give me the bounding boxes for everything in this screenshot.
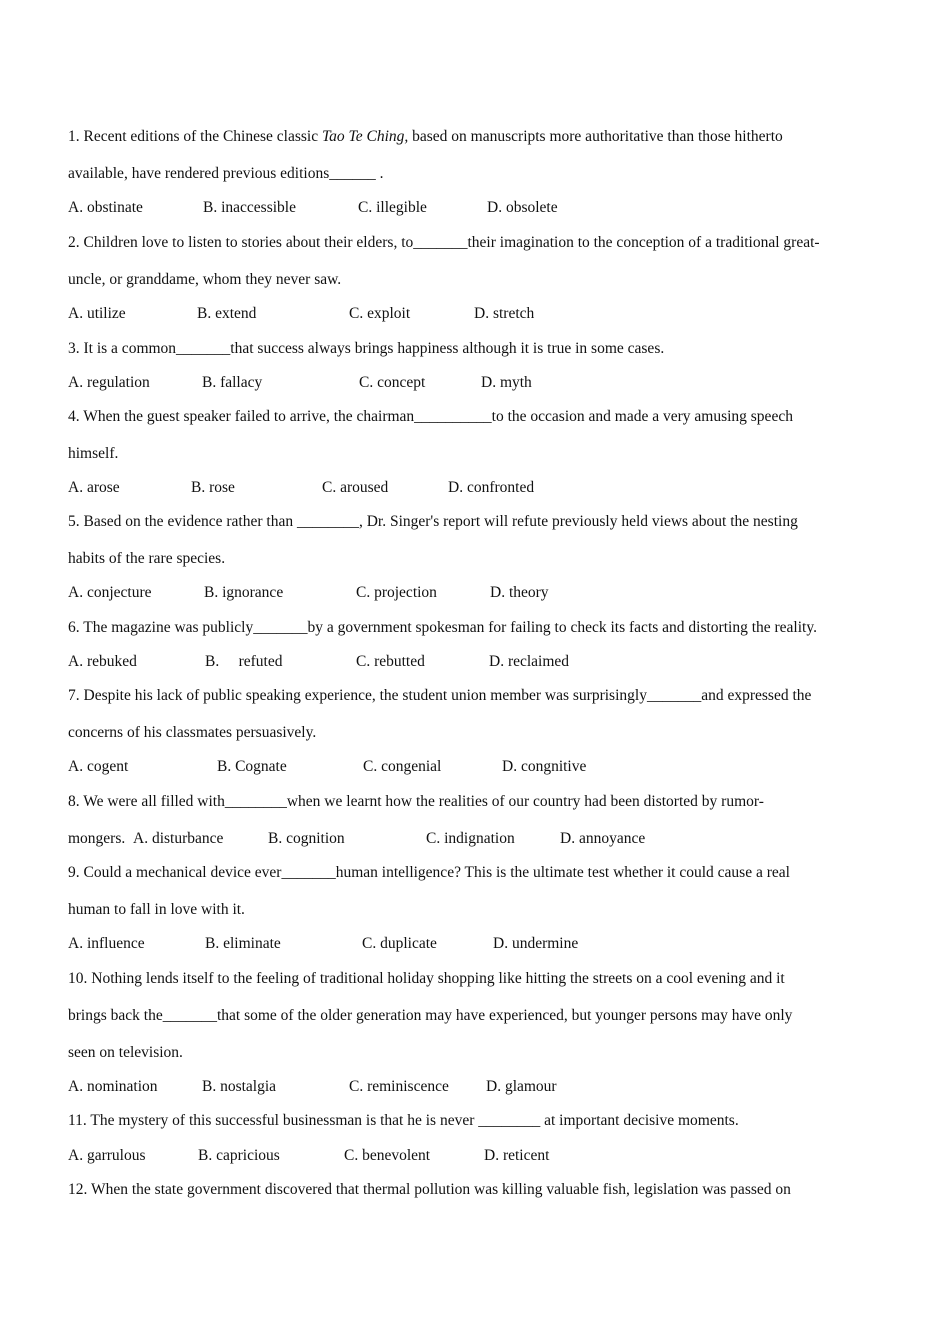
option-a: A. nomination bbox=[68, 1078, 158, 1095]
question-1-line-1 bbox=[68, 127, 888, 147]
option-b: B. ignorance bbox=[204, 584, 284, 601]
option-a: A. regulation bbox=[68, 374, 150, 391]
question-10-line-1: 10. Nothing lends itself to the feeling of traditional holiday shopping like hitting the streets on a cool evening and it bbox=[68, 970, 785, 987]
question-4-line-1: 4. When the guest speaker failed to arrive, the chairman__________to the occasion and made a very amusing speech bbox=[68, 408, 793, 425]
option-a: A. utilize bbox=[68, 305, 126, 322]
option-b: B. capricious bbox=[198, 1147, 280, 1164]
option-b: B. inaccessible bbox=[203, 199, 296, 216]
option-a: A. garrulous bbox=[68, 1147, 146, 1164]
question-8-line-2: mongers. bbox=[68, 830, 126, 847]
question-3-line-1: 3. It is a common_______that success always brings happiness although it is true in some cases. bbox=[68, 340, 665, 357]
question-5-line-2: habits of the rare species. bbox=[68, 550, 226, 567]
option-a: A. disturbance bbox=[133, 830, 224, 847]
option-b: B. extend bbox=[197, 305, 257, 322]
option-b: B. Cognate bbox=[217, 758, 287, 775]
option-c: C. aroused bbox=[322, 479, 389, 496]
question-9-line-1: 9. Could a mechanical device ever_______human intelligence? This is the ultimate test whether it could cause a real bbox=[68, 864, 790, 881]
option-d: D. theory bbox=[490, 584, 549, 601]
option-d: D. stretch bbox=[474, 305, 535, 322]
option-a: A. influence bbox=[68, 935, 145, 952]
question-1-line-2: available, have rendered previous editions______ . bbox=[68, 165, 384, 182]
question-7-line-1: 7. Despite his lack of public speaking experience, the student union member was surprisingly_______and expressed the bbox=[68, 687, 812, 704]
question-10-line-2: brings back the_______that some of the older generation may have experienced, but younger persons may have only bbox=[68, 1007, 793, 1024]
question-12-line-1: 12. When the state government discovered that thermal pollution was killing valuable fish, legislation was passed on bbox=[68, 1181, 791, 1198]
option-b: B. cognition bbox=[268, 830, 345, 847]
option-c: C. rebutted bbox=[356, 653, 425, 670]
question-4-line-2: himself. bbox=[68, 445, 119, 462]
option-b: B. nostalgia bbox=[202, 1078, 277, 1095]
option-c: C. projection bbox=[356, 584, 437, 601]
question-8-line-1: 8. We were all filled with________when we learnt how the realities of our country had been distorted by rumor- bbox=[68, 793, 764, 810]
question-9-line-2: human to fall in love with it. bbox=[68, 901, 245, 918]
question-text: based on manuscripts more authoritative than those hitherto bbox=[408, 128, 783, 145]
option-b: B. eliminate bbox=[205, 935, 281, 952]
question-5-line-1: 5. Based on the evidence rather than ________, Dr. Singer's report will refute previously held views about the nesting bbox=[68, 513, 798, 530]
question-text: 1. Recent editions of the Chinese classic bbox=[68, 128, 322, 145]
option-c: C. illegible bbox=[358, 199, 427, 216]
option-d: D. undermine bbox=[493, 935, 579, 952]
option-c: C. duplicate bbox=[362, 935, 437, 952]
option-c: C. exploit bbox=[349, 305, 411, 322]
option-a: A. rebuked bbox=[68, 653, 137, 670]
option-c: C. indignation bbox=[426, 830, 515, 847]
option-d: D. myth bbox=[481, 374, 532, 391]
option-d: D. reclaimed bbox=[489, 653, 570, 670]
question-10-line-3: seen on television. bbox=[68, 1044, 183, 1061]
option-a: A. cogent bbox=[68, 758, 129, 775]
question-11-line-1: 11. The mystery of this successful businessman is that he is never ________ at important decisive moments. bbox=[68, 1112, 739, 1129]
option-d: D. congnitive bbox=[502, 758, 587, 775]
question-7-line-2: concerns of his classmates persuasively. bbox=[68, 724, 317, 741]
option-d: D. annoyance bbox=[560, 830, 646, 847]
option-a: A. arose bbox=[68, 479, 120, 496]
option-b: B. refuted bbox=[205, 653, 283, 670]
option-c: C. congenial bbox=[363, 758, 442, 775]
book-title: Tao Te Ching, bbox=[321, 128, 409, 145]
question-2-line-1: 2. Children love to listen to stories about their elders, to_______their imagination to the conception of a traditional great- bbox=[68, 234, 820, 251]
question-6-line-1: 6. The magazine was publicly_______by a government spokesman for failing to check its facts and distorting the reality. bbox=[68, 619, 817, 636]
option-c: C. concept bbox=[359, 374, 426, 391]
option-d: D. confronted bbox=[448, 479, 535, 496]
option-a: A. conjecture bbox=[68, 584, 152, 601]
option-a: A. obstinate bbox=[68, 199, 143, 216]
option-d: D. glamour bbox=[486, 1078, 557, 1095]
option-d: D. reticent bbox=[484, 1147, 550, 1164]
option-b: B. rose bbox=[191, 479, 235, 496]
option-c: C. reminiscence bbox=[349, 1078, 449, 1095]
option-c: C. benevolent bbox=[344, 1147, 431, 1164]
option-b: B. fallacy bbox=[202, 374, 263, 391]
question-2-line-2: uncle, or granddame, whom they never saw. bbox=[68, 271, 342, 288]
option-d: D. obsolete bbox=[487, 199, 558, 216]
